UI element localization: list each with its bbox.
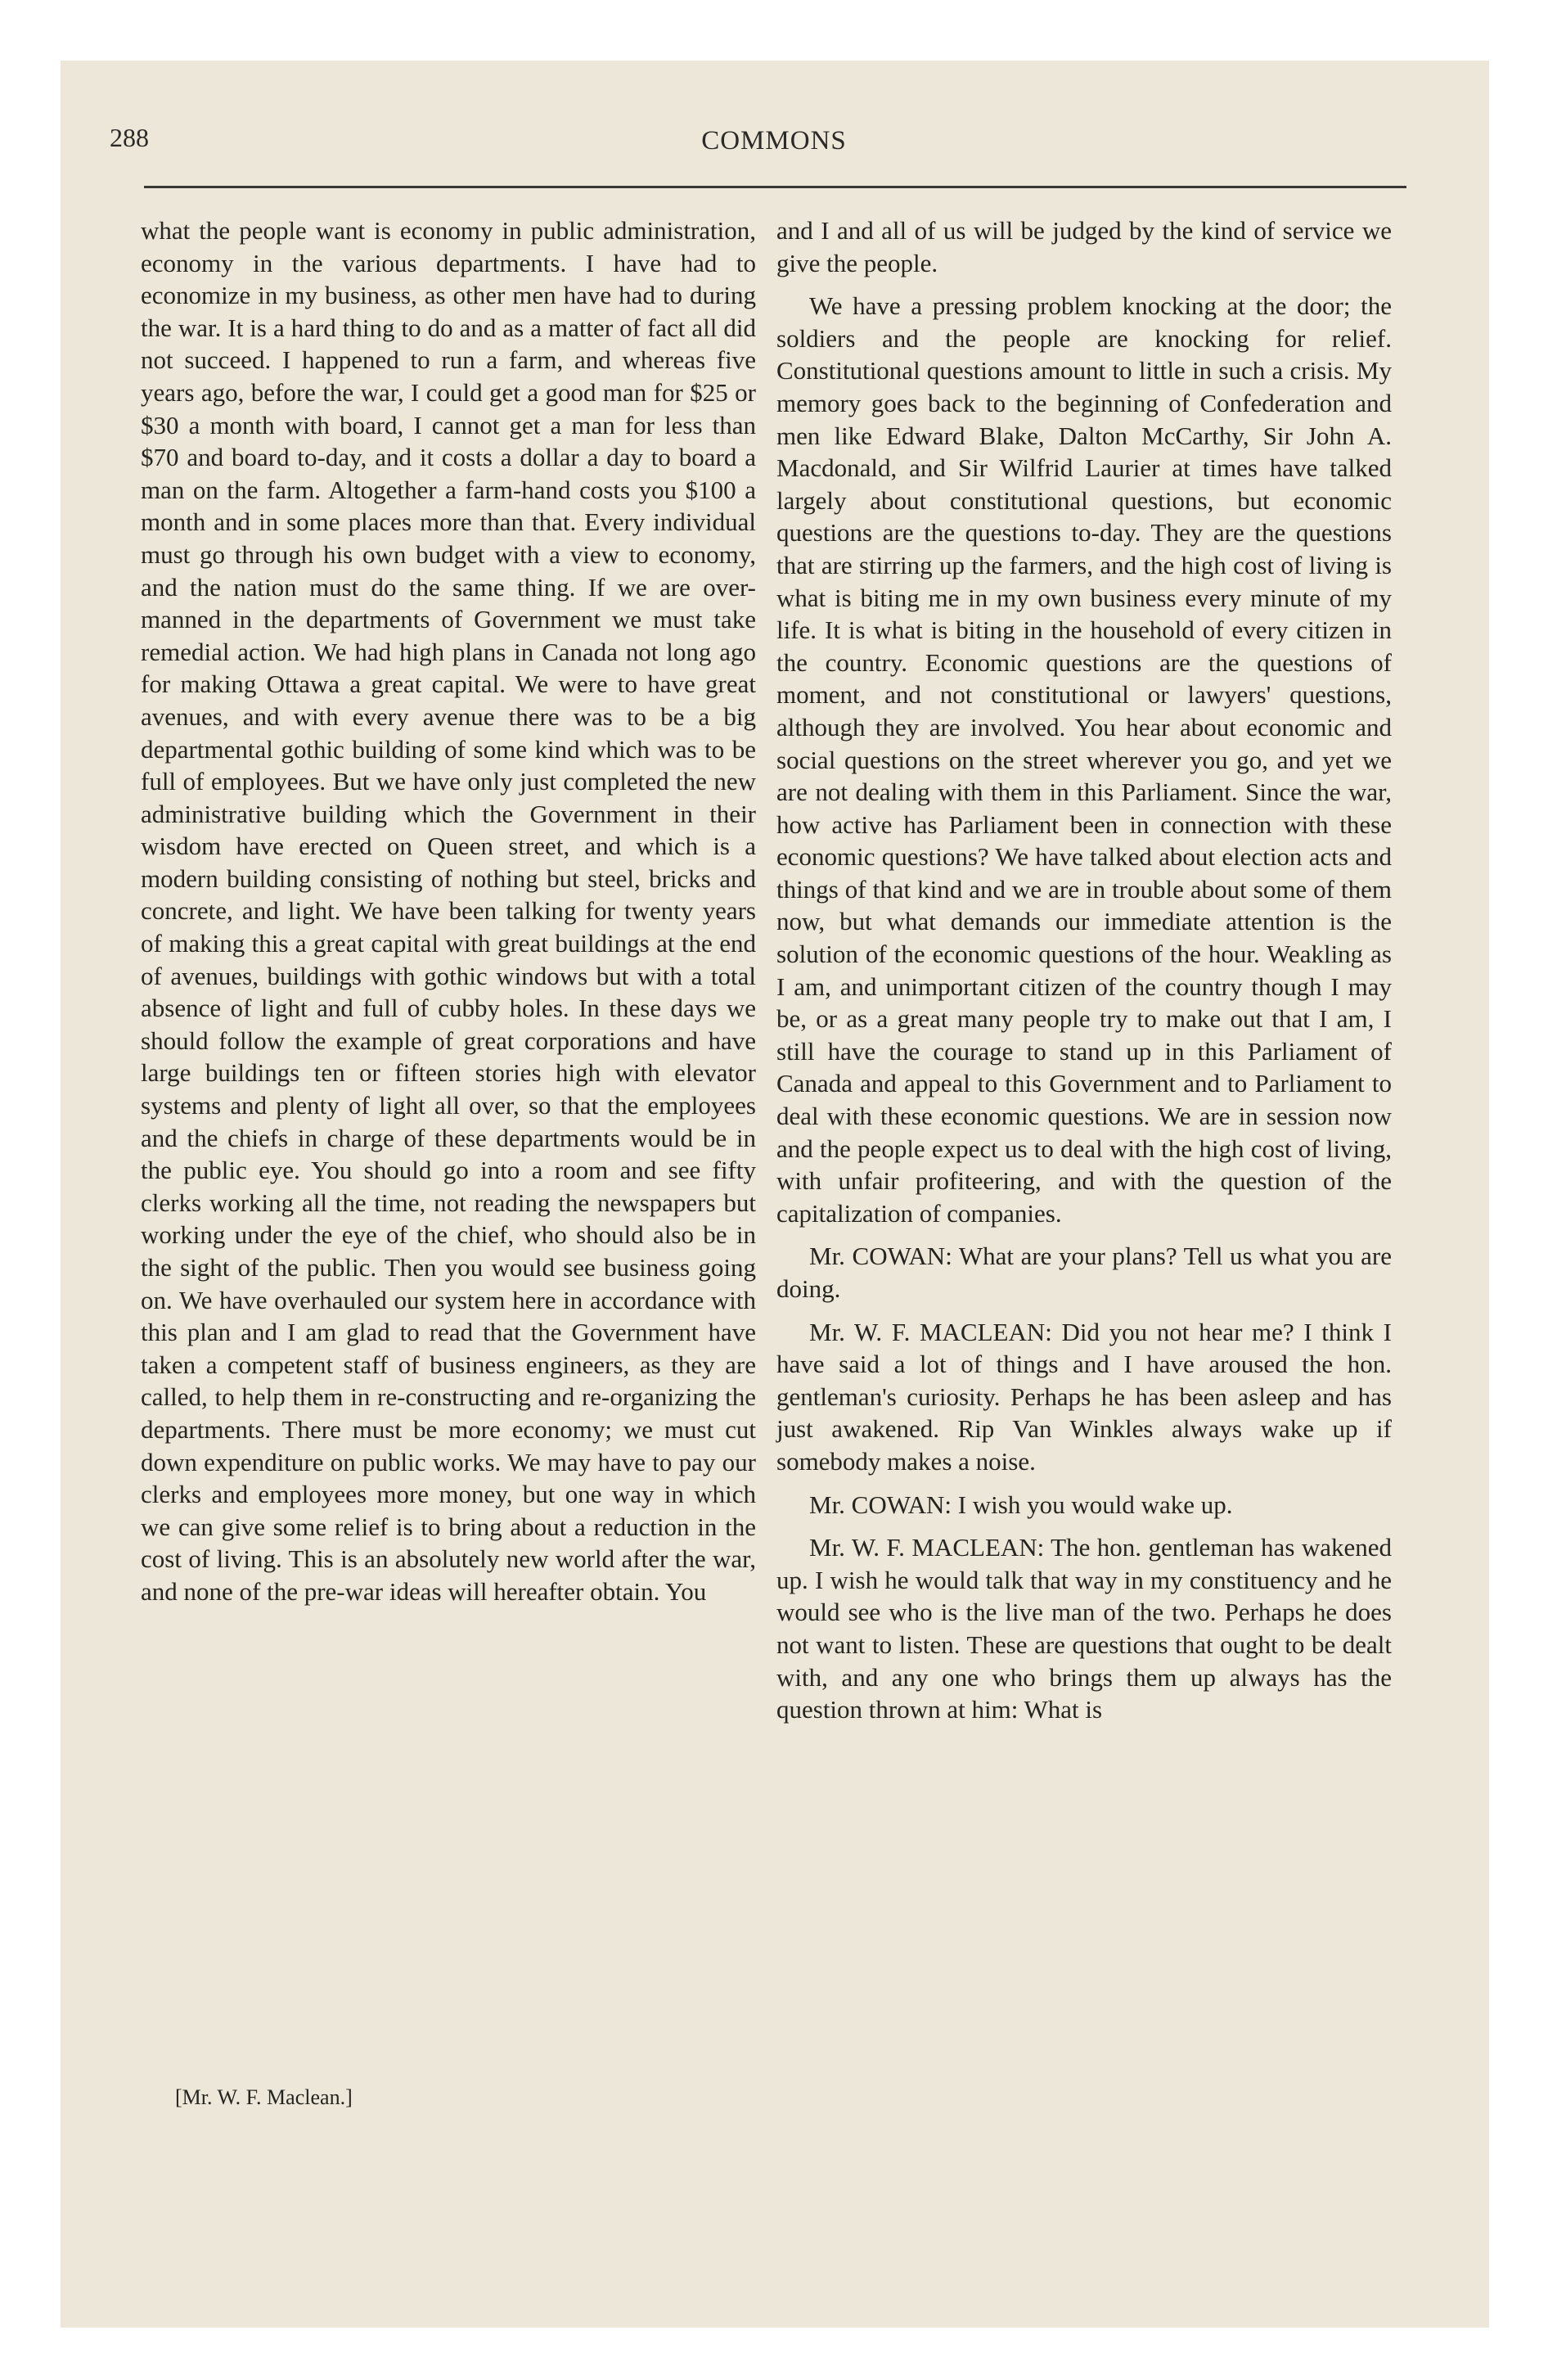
header-rule [144, 186, 1406, 188]
left-paragraph: what the people want is economy in public administration, economy in the various departments. I have had to economize in my business, as other men have had to during the war. It is a hard thing to do and as a matter of fact all did not succeed. I happened to run a farm, and whereas five years ago, before the war, I could get a good man for $25 or $30 a month with board, I cannot get a man for less than $70 and board to-day, and it costs a dollar a day to board a man on the farm. Altogether a farm-hand costs you $100 a month and in some places more than that. Every individual must go through his own budget with a view to economy, and the nation must do the same thing. If we are over-manned in the departments of Government we must take remedial action. We had high plans in Canada not long ago for making Ottawa a great capital. We were to have great avenues, and with every avenue there was to be a big departmental gothic building of some kind which was to be full of employees. But we have only just completed the new administrative building which the Government in their wisdom have erected on Queen street, and which is a modern building consisting of nothing but steel, bricks and concrete, and light. We have been talking for twenty years of making this a great capital with great buildings at the end of avenues, buildings with gothic windows but with a total absence of light and full of cubby holes. In these days we should follow the example of great corporations and have large buildings ten or fifteen stories high with elevator systems and plenty of light all over, so that the employees and the chiefs in charge of these departments would be in the public eye. You should go into a room and see fifty clerks working all the time, not reading the newspapers but working under the eye of the chief, who should also be in the sight of the public. Then you would see business going on. We have overhauled our system here in accordance with this plan and I am glad to read that the Government have taken a competent staff of business engineers, as they are called, to help them in re-constructing and re-organizing the departments. There must be more economy; we must cut down expenditure on public works. We may have to pay our clerks and employees more money, but one way in which we can give some relief is to bring about a reduction in the cost of living. This is an absolutely new world after the war, and none of the pre-war ideas will hereafter obtain. You [141, 216, 756, 1606]
speaker-paragraph: Mr. COWAN: I wish you would wake up. [809, 1490, 1233, 1519]
speaker-paragraph: Mr. W. F. MACLEAN: The hon. gentleman has wakened up. I wish he would talk that way in my constituency and he would see who is the live man of the two. Perhaps he does not want to listen. These are questions that ought to be dealt with, and any one who brings them up always has the question thrown at him: What is [776, 1533, 1392, 1724]
speaker-paragraph: Mr. W. F. MACLEAN: Did you not hear me? I think I have said a lot of things and I have aroused the hon. gentleman's curiosity. Perhaps he has been asleep and has just awakened. Rip Van Winkles always wake up if somebody makes a noise. [776, 1317, 1392, 1476]
right-paragraph: We have a pressing problem knocking at the door; the soldiers and the people are knocking for relief. Constitutional questions amount to little in such a crisis. My memory goes back to the beginning of Confederation and men like Edward Blake, Dalton McCarthy, Sir John A. Macdonald, and Sir Wilfrid Laurier at times have talked largely about constitutional questions, but economic questions are the questions to-day. They are the questions that are stirring up the farmers, and the high cost of living is what is biting me in my own business every minute of my life. It is what is biting in the household of every citizen in the country. Economic questions are the questions of moment, and not constitutional or lawyers' questions, although they are involved. You hear about economic and social questions on the street wherever you go, and yet we are not dealing with them in this Parliament. Since the war, how active has Parliament been in connection with these economic questions? We have talked about election acts and things of that kind and we are in trouble about some of them now, but what demands our immediate attention is the solution of the economic questions of the hour. Weakling as I am, and unimportant citizen of the country though I may be, or as a great many people try to make out that I am, I still have the courage to stand up in this Parliament of Canada and appeal to this Government and to Parliament to deal with these economic questions. We are in session now and the people expect us to deal with the high cost of living, with unfair profiteering, and with the question of the capitalization of companies. [776, 291, 1392, 1228]
right-column [776, 214, 1392, 1726]
page-number: 288 [110, 123, 149, 152]
right-paragraph: and I and all of us will be judged by the kind of service we give the people. [776, 216, 1392, 277]
running-head: COMMONS [701, 126, 847, 156]
speaker-footer: [Mr. W. F. Maclean.] [175, 2085, 353, 2109]
speaker-paragraph: Mr. COWAN: What are your plans? Tell us what you are doing. [776, 1242, 1392, 1303]
left-column [141, 214, 756, 1608]
